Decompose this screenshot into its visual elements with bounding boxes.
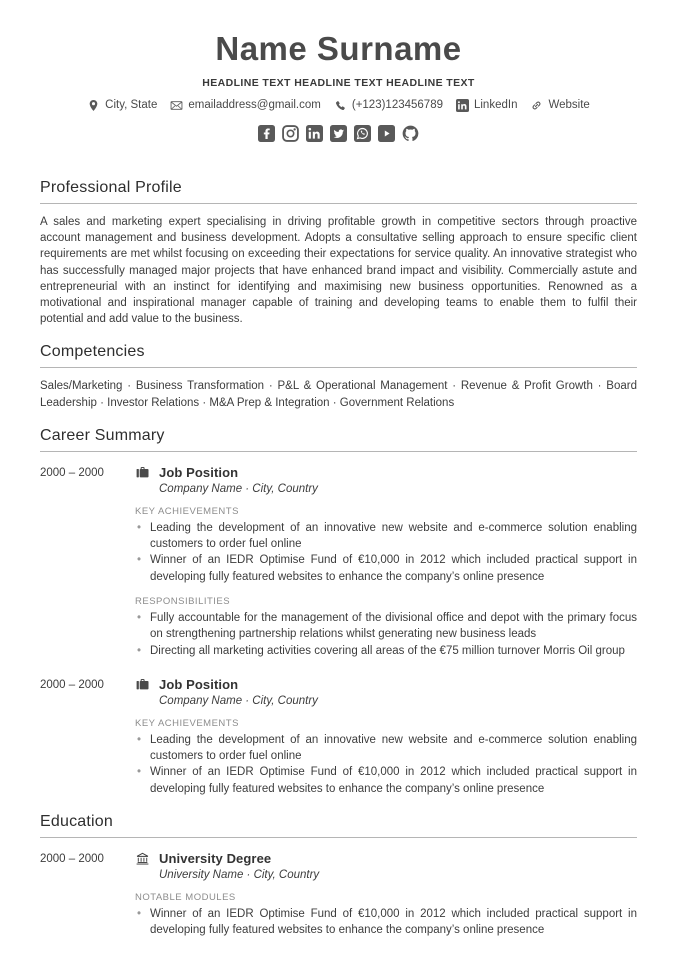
entry [40,465,637,659]
social-row [40,125,637,142]
group-heading: RESPONSIBILITIES [135,595,231,607]
education-entries [40,851,637,939]
section-competencies [40,343,637,410]
contact-item-phone[interactable] [334,99,443,112]
contact-item-location-pin[interactable] [87,99,157,112]
section-title-career-summary: Career Summary [40,427,637,452]
bullet-item: • Winner of an IEDR Optimise Fund of €10,000 in 2012 which included practical support in developing fully featured websites to enhance the company’s online presence [135,552,637,585]
bullet-item: • Winner of an IEDR Optimise Fund of €10,000 in 2012 which included practical support in developing fully featured websites to enhance the company’s online presence [135,906,637,939]
whatsapp-icon[interactable] [354,125,371,142]
section-title-education: Education [40,813,637,838]
briefcase-icon [135,465,150,480]
bullet-item: • Directing all marketing activities covering all areas of the €75 million turnover Morris Oil group [135,643,637,659]
profile-paragraph: A sales and marketing expert specialising in driving profitable growth in competitive sectors through proactive account management and business development. Adopts a consultative selling approach to ensure specific client requirements are met whilst focusing on exceeding their expectations for service quality. An innovative strategist who has successfully managed major projects that have enhanced brand impact and visibility. Commercially astute and entrepreneurial with an instinct for identifying and maximising new business opportunities. Renowned as a motivational and inspirational manager capable of training and developing teams to enable them to fulfil their potential and add value to the business. [40,215,637,326]
contact-text: City, State [105,99,158,112]
contact-item-link[interactable] [530,99,589,112]
entry [40,851,637,939]
bullet-item: • Winner of an IEDR Optimise Fund of €10,000 in 2012 which included practical support in developing fully featured websites to enhance the company’s online presence [135,764,637,797]
linkedin-badge-icon [456,99,469,112]
bullet-list [135,906,637,939]
envelope-icon [170,99,183,112]
headline-text: HEADLINE TEXT HEADLINE TEXT HEADLINE TEXT [202,76,475,89]
contact-text: (+123)123456789 [351,99,443,112]
entry-organization: Company Name · City, Country [159,694,318,707]
competencies-list: Sales/Marketing · Business Transformation · P&L & Operational Management · Revenue & Profit Growth · Board Leadership · Investor Relations · M&A Prep & Integration · Government Relations [40,380,637,409]
bullet-list [135,610,637,659]
bullet-item: • Leading the development of an innovative new website and e-commerce solution enabling customers to order fuel online [135,520,637,553]
link-icon [530,99,543,112]
section-title-professional-profile: Professional Profile [40,179,637,204]
linkedin-icon[interactable] [306,125,323,142]
github-icon[interactable] [402,125,419,142]
entry-organization: Company Name · City, Country [159,482,318,495]
entry-organization: University Name · City, Country [159,869,320,882]
group-heading: NOTABLE MODULES [135,892,236,904]
entry-dates: 2000 – 2000 [40,853,104,866]
university-icon [135,851,150,866]
contact-item-linkedin-badge[interactable] [456,99,517,112]
career-entries [40,465,637,797]
contact-text: LinkedIn [473,99,518,112]
location-pin-icon [87,99,100,112]
contact-item-envelope[interactable] [170,99,320,112]
entry-title: Job Position [159,464,239,480]
page-title: Name Surname [215,30,462,67]
twitter-icon[interactable] [330,125,347,142]
instagram-icon[interactable] [282,125,299,142]
entry [40,677,637,797]
resume-header [40,30,637,142]
phone-icon [334,99,347,112]
entry-dates: 2000 – 2000 [40,466,104,479]
briefcase-icon [135,677,150,692]
section-professional-profile [40,179,637,327]
bullet-list [135,732,637,797]
section-title-competencies: Competencies [40,343,637,368]
bullet-item: • Fully accountable for the management of the divisional office and depot with the primary focus on strengthening partnership relations whilst generating new business leads [135,610,637,643]
section-career-summary [40,427,637,797]
bullet-list [135,520,637,585]
facebook-icon[interactable] [258,125,275,142]
entry-dates: 2000 – 2000 [40,678,104,691]
youtube-icon[interactable] [378,125,395,142]
entry-title: University Degree [159,851,272,867]
section-education [40,813,637,939]
contact-text: emailaddress@gmail.com [188,99,321,112]
entry-title: Job Position [159,676,239,692]
bullet-item: • Leading the development of an innovative new website and e-commerce solution enabling customers to order fuel online [135,732,637,765]
group-heading: KEY ACHIEVEMENTS [135,717,239,729]
contact-row [40,99,637,112]
group-heading: KEY ACHIEVEMENTS [135,505,239,517]
contact-text: Website [548,99,590,112]
